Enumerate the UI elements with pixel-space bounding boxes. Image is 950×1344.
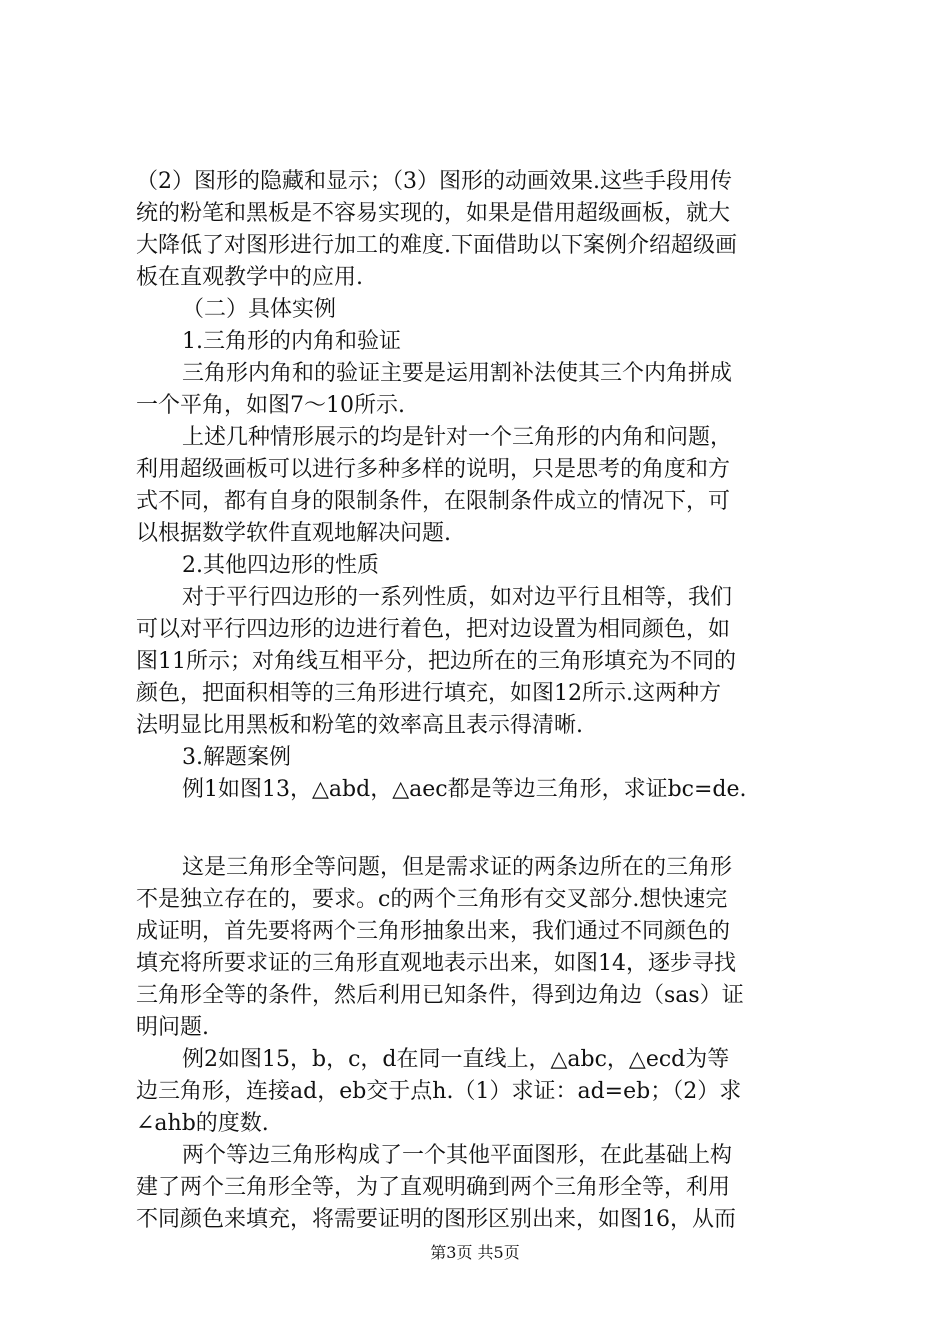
text-line: 边三角形，连接ad，eb交于点h.（1）求证：ad=eb；（2）求	[136, 1079, 742, 1104]
text-line: 图11所示；对角线互相平分，把边所在的三角形填充为不同的	[136, 649, 736, 674]
text-line: 上述几种情形展示的均是针对一个三角形的内角和问题，	[182, 425, 733, 450]
example-line: 例2如图15，b，c，d在同一直线上，△abc，△ecd为等	[182, 1047, 730, 1072]
text-line: 板在直观教学中的应用.	[136, 265, 363, 290]
subsection-heading: 1.三角形的内角和验证	[182, 329, 401, 354]
text-line: 颜色，把面积相等的三角形进行填充，如图12所示.这两种方	[136, 681, 721, 706]
text-line: 大降低了对图形进行加工的难度.下面借助以下案例介绍超级画	[136, 233, 737, 258]
page-number-footer: 第3页 共5页	[430, 1243, 520, 1262]
example-line: 例1如图13，△abd，△aec都是等边三角形，求证bc=de.	[182, 777, 747, 802]
text-line: 统的粉笔和黑板是不容易实现的，如果是借用超级画板，就大	[136, 201, 731, 226]
section-heading: （二）具体实例	[182, 297, 337, 322]
text-line: 明问题.	[136, 1015, 209, 1040]
text-line: （2）图形的隐藏和显示；（3）图形的动画效果.这些手段用传	[136, 169, 732, 194]
text-line: ∠ahb的度数.	[136, 1111, 269, 1136]
text-line: 式不同，都有自身的限制条件，在限制条件成立的情况下，可	[136, 489, 731, 514]
text-line: 对于平行四边形的一系列性质，如对边平行且相等，我们	[182, 585, 733, 610]
text-line: 不是独立存在的，要求。c的两个三角形有交叉部分.想快速完	[136, 887, 728, 912]
text-line: 法明显比用黑板和粉笔的效率高且表示得清晰.	[136, 713, 583, 738]
subsection-heading: 3.解题案例	[182, 745, 291, 770]
text-line: 利用超级画板可以进行多种多样的说明，只是思考的角度和方	[136, 457, 731, 482]
text-line: 以根据数学软件直观地解决问题.	[136, 521, 451, 546]
body-text	[136, 166, 826, 1236]
text-line: 可以对平行四边形的边进行着色，把对边设置为相同颜色，如	[136, 617, 731, 642]
blank-line	[136, 806, 826, 852]
text-line: 三角形全等的条件，然后利用已知条件，得到边角边（sas）证	[136, 983, 744, 1008]
text-line: 不同颜色来填充，将需要证明的图形区别出来，如图16，从而	[136, 1207, 736, 1232]
text-line: 两个等边三角形构成了一个其他平面图形，在此基础上构	[182, 1143, 733, 1168]
text-line: 一个平角，如图7～10所示.	[136, 393, 405, 418]
text-line: 填充将所要求证的三角形直观地表示出来，如图14，逐步寻找	[136, 951, 736, 976]
text-line: 这是三角形全等问题，但是需求证的两条边所在的三角形	[182, 855, 733, 880]
text-line: 成证明，首先要将两个三角形抽象出来，我们通过不同颜色的	[136, 919, 731, 944]
subsection-heading: 2.其他四边形的性质	[182, 553, 379, 578]
text-line: 建了两个三角形全等，为了直观明确到两个三角形全等，利用	[136, 1175, 731, 1200]
text-line: 三角形内角和的验证主要是运用割补法使其三个内角拼成	[182, 361, 733, 386]
